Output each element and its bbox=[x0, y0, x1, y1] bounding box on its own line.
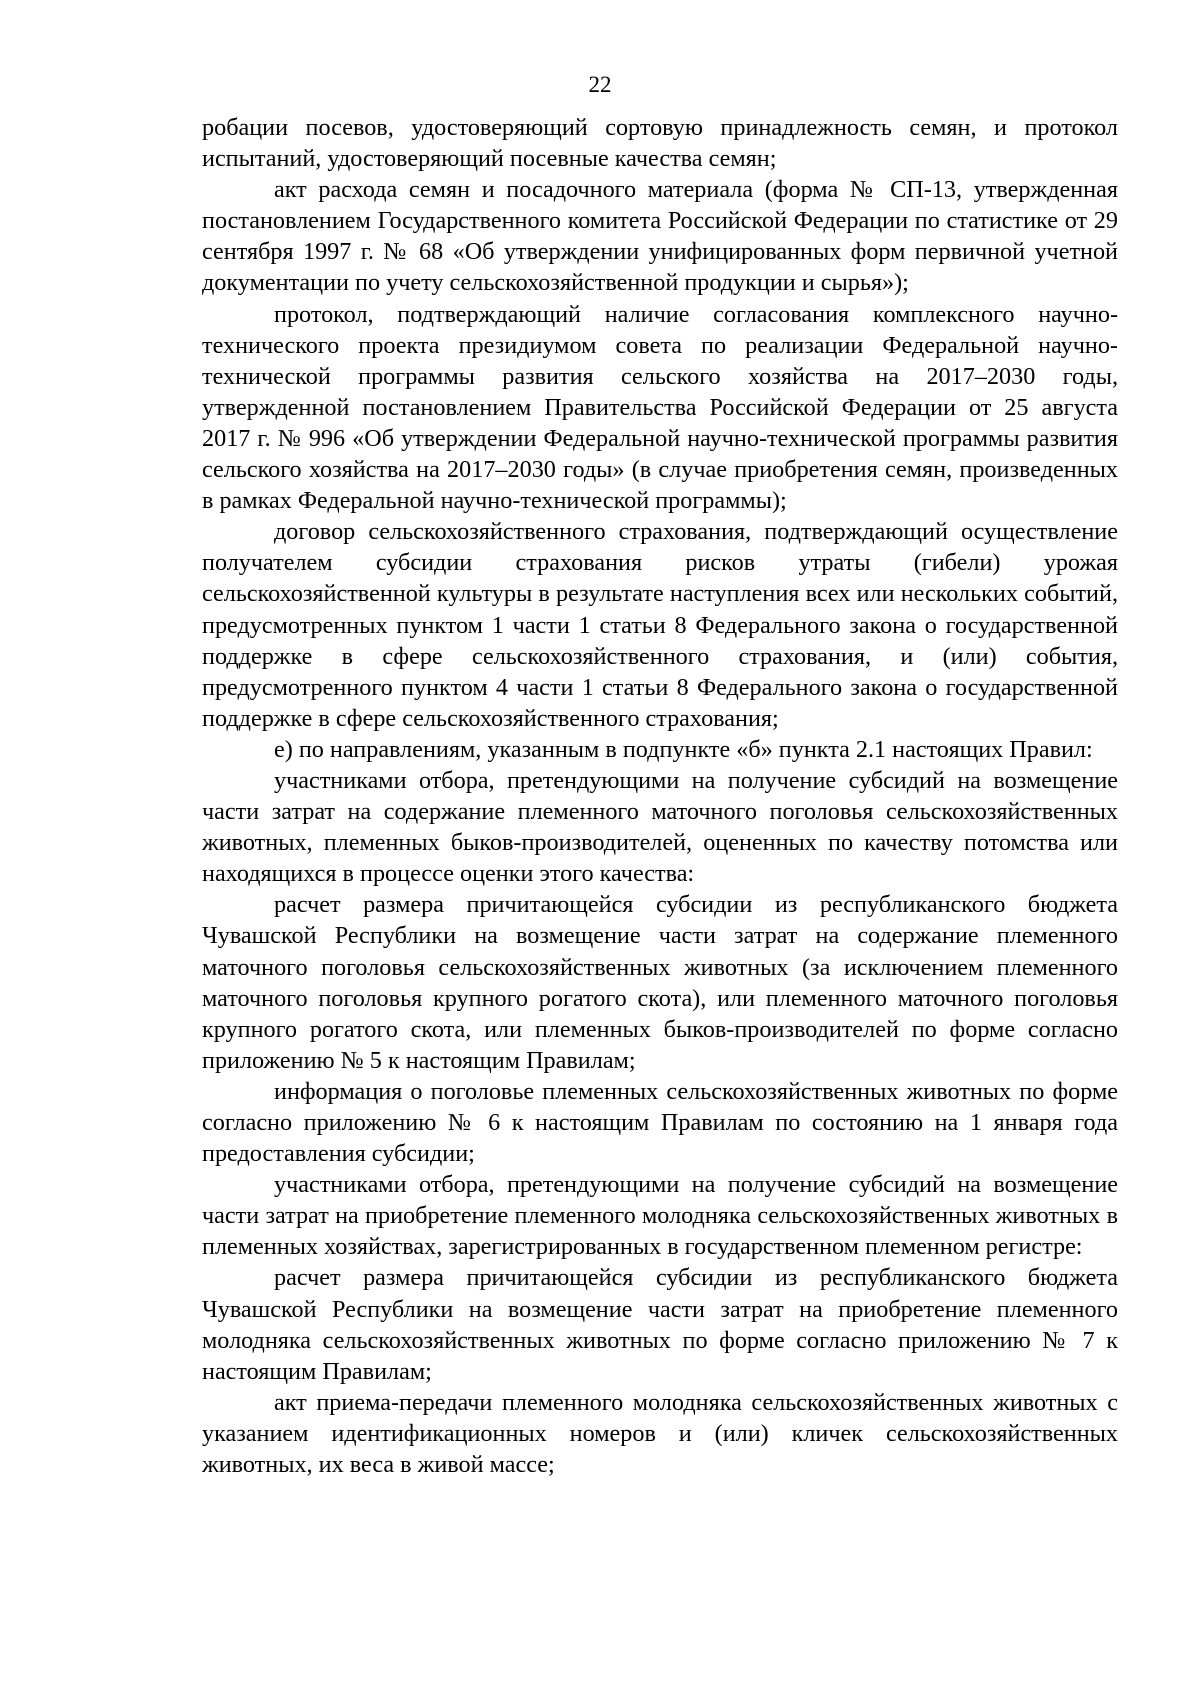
paragraph-young-stock-participants: участниками отбора, претендующими на получение субсидий на возмещение части затрат на приобретение племенного молодняка сельскохозяйственных животных в племенных хозяйствах, зарегистрированных в государственном племенном регистре: bbox=[202, 1171, 1118, 1261]
paragraph-breeding-stock-participants: участниками отбора, претендующими на получение субсидий на возмещение части затрат на содержание племенного маточного поголовья сельскохозяйственных животных, племенных быков-производителей, оцененных по качеству потомства или находящихся в процессе оценки этого качества: bbox=[202, 766, 1118, 888]
paragraph-insurance-contract: договор сельскохозяйственного страхования, подтверждающий осуществление получателем субсидии страхования рисков утраты (гибели) урожая сельскохозяйственной культуры в результате наступления всех или нескольких событий, предусмотренных пунктом 1 части 1 статьи 8 Федерального закона о государственной поддержке в сфере сельскохозяйственного страхования, и (или) события, предусмотренного пунктом 4 части 1 статьи 8 Федерального закона о государственной поддержке в сфере сельскохозяйственного страхования; bbox=[202, 518, 1118, 732]
paragraph-transfer-act: акт приема-передачи племенного молодняка сельскохозяйственных животных с указанием идентификационных номеров и (или) кличек сельскохозяйственных животных, их веса в живой массе; bbox=[202, 1388, 1118, 1479]
paragraph-subclause-e: е) по направлениям, указанным в подпункте «б» пункта 2.1 настоящих Правил: bbox=[274, 735, 1093, 763]
paragraph-subsidy-calculation-form5: расчет размера причитающейся субсидии из республиканского бюджета Чувашской Республики на возмещение части затрат на содержание племенного маточного поголовья сельскохозяйственных животных (за исключением племенного маточного поголовья крупного рогатого скота), или племенного маточного поголовья крупного рогатого скота, или племенных быков-производителей по форме согласно приложению № 5 к настоящим Правилам; bbox=[202, 891, 1118, 1074]
paragraph-subsidy-calculation-form7: расчет размера причитающейся субсидии из республиканского бюджета Чувашской Республики на возмещение части затрат на приобретение племенного молодняка сельскохозяйственных животных по форме согласно приложению № 7 к настоящим Правилам; bbox=[202, 1264, 1118, 1385]
paragraph-continuation: робации посевов, удостоверяющий сортовую принадлежность семян, и протокол испытаний, удостоверяющий посевные качества семян; bbox=[202, 114, 1118, 173]
page-number: 22 bbox=[588, 72, 612, 97]
document-body bbox=[202, 112, 1118, 1480]
paragraph-approval-protocol: протокол, подтверждающий наличие согласования комплексного научно-технического проекта президиумом совета по реализации Федеральной научно-технической программы развития сельского хозяйства на 2017–2030 годы, утвержденной постановлением Правительства Российской Федерации от 25 августа 2017 г. № 996 «Об утверждении Федеральной научно-технической программы развития сельского хозяйства на 2017–2030 годы» (в случае приобретения семян, произведенных в рамках Федеральной научно-технической программы); bbox=[202, 300, 1118, 515]
paragraph-livestock-info-form6: информация о поголовье племенных сельскохозяйственных животных по форме согласно приложению № 6 к настоящим Правилам по состоянию на 1 января года предоставления субсидии; bbox=[202, 1077, 1118, 1168]
paragraph-seed-consumption-act: акт расхода семян и посадочного материала (форма № СП-13, утвержденная постановлением Государственного комитета Российской Федерации по статистике от 29 сентября 1997 г. № 68 «Об утверждении унифицированных форм первичной учетной документации по учету сельскохозяйственной продукции и сырья»); bbox=[202, 176, 1118, 297]
